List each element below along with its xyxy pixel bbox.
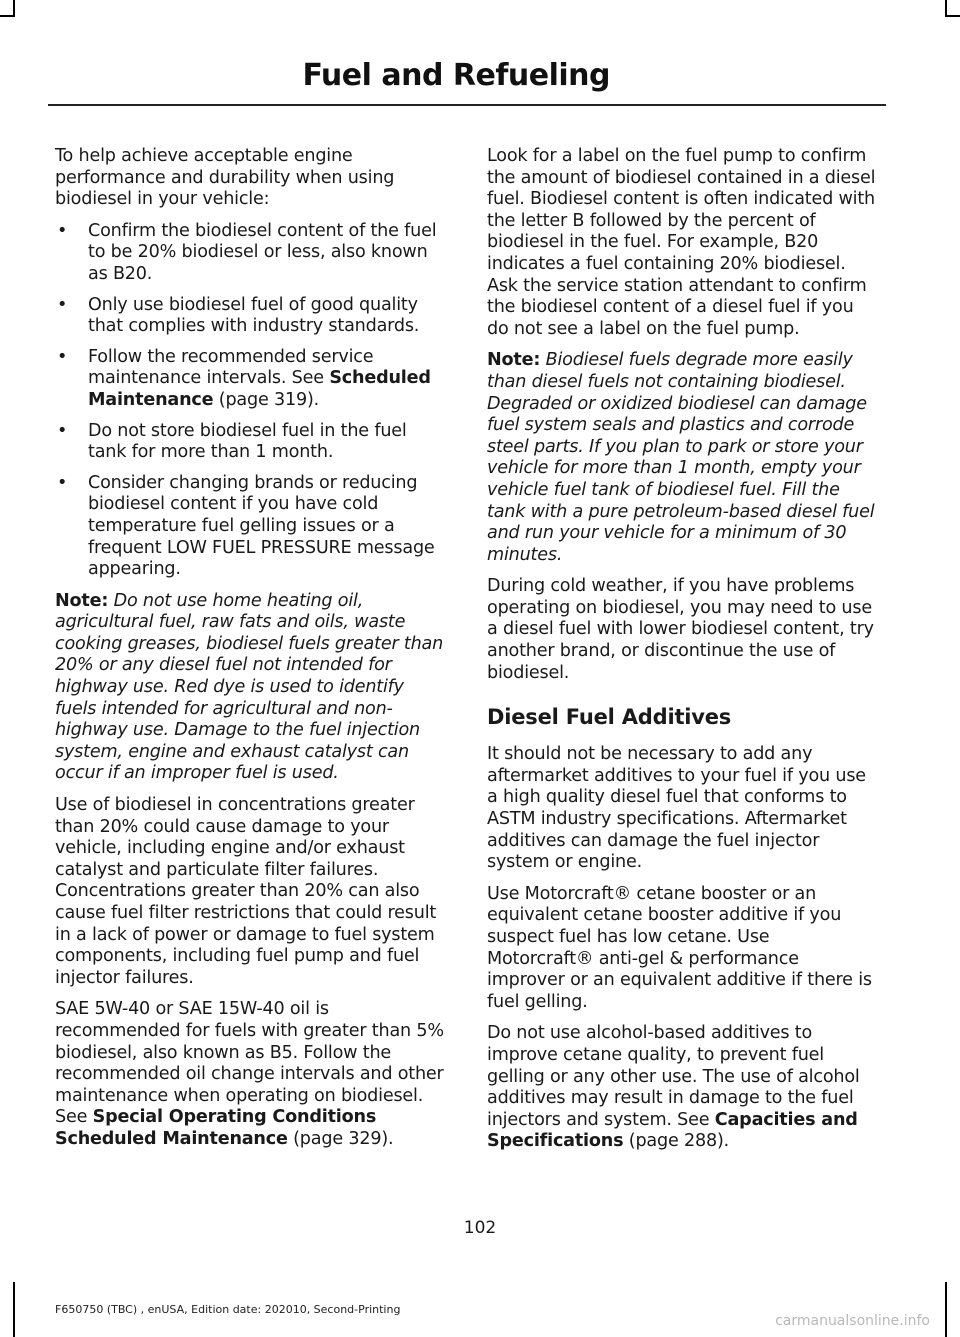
- note-label: Note:: [55, 590, 109, 611]
- bullet-icon: •: [57, 294, 68, 315]
- list-item-text: Consider changing brands or reducing biodiesel content if you have cold temperature fuel gelling issues or a frequent LOW FUEL PRESSURE message appearing.: [88, 472, 435, 580]
- list-item-text: Only use biodiesel fuel of good quality that complies with industry standards.: [88, 294, 420, 337]
- crop-mark-top-left-h: [0, 15, 15, 17]
- page-reference: (page 288).: [628, 1131, 730, 1152]
- crop-mark-top-left: [13, 0, 15, 16]
- biodiesel-guidelines-list: [55, 221, 447, 581]
- bullet-icon: •: [57, 472, 68, 493]
- crop-mark-bottom-right: [945, 1282, 947, 1337]
- right-column: [487, 146, 879, 1163]
- cetane-paragraph: Use Motorcraft® cetane booster or an equivalent cetane booster additive if you suspect fuel has low cetane. Use Motorcraft® anti-gel & performance improver or an equivalent additive if there is fuel gelling.: [487, 883, 872, 1012]
- crop-mark-top-right: [945, 0, 947, 16]
- list-item: [55, 421, 447, 464]
- paragraph-text: SAE 5W-40 or SAE 15W-40 oil is recommended for fuels with greater than 5% biodiesel, also known as B5. Follow the recommended oil change intervals and other maintenance when operating on biodiesel. See: [55, 999, 444, 1128]
- page-header-title: Fuel and Refueling: [302, 58, 610, 93]
- list-item: [55, 347, 447, 412]
- list-item-text: Follow the recommended service maintenance intervals. See: [88, 346, 374, 389]
- list-item: [55, 473, 447, 581]
- special-operating-conditions-link[interactable]: Special Operating Conditions Scheduled Maintenance: [55, 1107, 377, 1149]
- paragraph-text: Do not use alcohol-based additives to improve cetane quality, to prevent fuel gelling or any other use. The use of alcohol additives may result in damage to the fuel injectors and system. See: [487, 1023, 860, 1130]
- section-heading: Diesel Fuel Additives: [487, 705, 732, 730]
- list-item: [55, 295, 447, 338]
- note-paragraph: [487, 350, 879, 566]
- footer-edition-info: F650750 (TBC) , enUSA, Edition date: 202010, Second-Printing: [55, 1303, 401, 1316]
- alcohol-additives-paragraph: [487, 1023, 879, 1153]
- watermark: carmanualsonline.info: [775, 1313, 930, 1329]
- intro-paragraph: To help achieve acceptable engine performance and durability when using biodiesel in your vehicle:: [55, 146, 395, 210]
- list-item-text: Do not store biodiesel fuel in the fuel tank for more than 1 month.: [88, 420, 407, 463]
- page-reference: (page 319).: [218, 389, 320, 410]
- concentration-warning-paragraph: Use of biodiesel in concentrations greater than 20% could cause damage to your vehicle, including engine and/or exhaust catalyst and particulate filter failures. Concentrations greater than 20% can also cause fuel filter restrictions that could result in a lack of power or damage to fuel system components, including fuel pump and fuel injector failures.: [55, 795, 437, 988]
- note-label: Note:: [487, 350, 541, 371]
- scheduled-maintenance-link[interactable]: Scheduled Maintenance: [88, 368, 431, 410]
- crop-mark-top-right-h: [945, 15, 960, 17]
- additives-paragraph: It should not be necessary to add any aftermarket additives to your fuel if you use a high quality diesel fuel that conforms to ASTM industry specifications. Aftermarket additives can damage the fuel injector system or engine.: [487, 744, 866, 873]
- left-column: [55, 146, 447, 1161]
- list-item-text: Confirm the biodiesel content of the fuel to be 20% biodiesel or less, also known as B20.: [88, 220, 437, 284]
- header-rule: [48, 104, 886, 106]
- cold-weather-paragraph: During cold weather, if you have problems operating on biodiesel, you may need to use a diesel fuel with lower biodiesel content, try another brand, or discontinue the use of biodiesel.: [487, 576, 874, 683]
- oil-recommendation-paragraph: [55, 999, 447, 1150]
- note-text: Biodiesel fuels degrade more easily than diesel fuels not containing biodiesel. Degraded or oxidized biodiesel can damage fuel system seals and plastics and corrode steel parts. If you plan to park or store your vehicle for more than 1 month, empty your vehicle fuel tank of biodiesel fuel. Fill the tank with a pure petroleum-based diesel fuel and run your vehicle for a minimum of 30 minutes.: [487, 350, 875, 565]
- note-text: Do not use home heating oil, agricultural fuel, raw fats and oils, waste cooking greases, biodiesel fuels greater than 20% or any diesel fuel not intended for highway use. Red dye is used to identify fuels intended for agricultural and non-highway use. Damage to the fuel injection system, engine and exhaust catalyst can occur if an improper fuel is used.: [55, 590, 444, 784]
- crop-mark-bottom-left: [13, 1282, 15, 1337]
- note-paragraph: [55, 591, 447, 785]
- bullet-icon: •: [57, 420, 68, 441]
- bullet-icon: •: [57, 220, 68, 241]
- fuel-pump-label-paragraph: Look for a label on the fuel pump to confirm the amount of biodiesel contained in a diesel fuel. Biodiesel content is often indicated with the letter B followed by the percent of biodiesel in the fuel. For example, B20 indicates a fuel containing 20% biodiesel. Ask the service station attendant to confirm the biodiesel content of a diesel fuel if you do not see a label on the fuel pump.: [487, 146, 876, 339]
- capacities-specifications-link[interactable]: Capacities and Specifications: [487, 1109, 858, 1152]
- page-reference: (page 329).: [293, 1128, 394, 1149]
- page-number: 102: [463, 1218, 497, 1238]
- list-item: [55, 221, 447, 286]
- bullet-icon: •: [57, 346, 68, 367]
